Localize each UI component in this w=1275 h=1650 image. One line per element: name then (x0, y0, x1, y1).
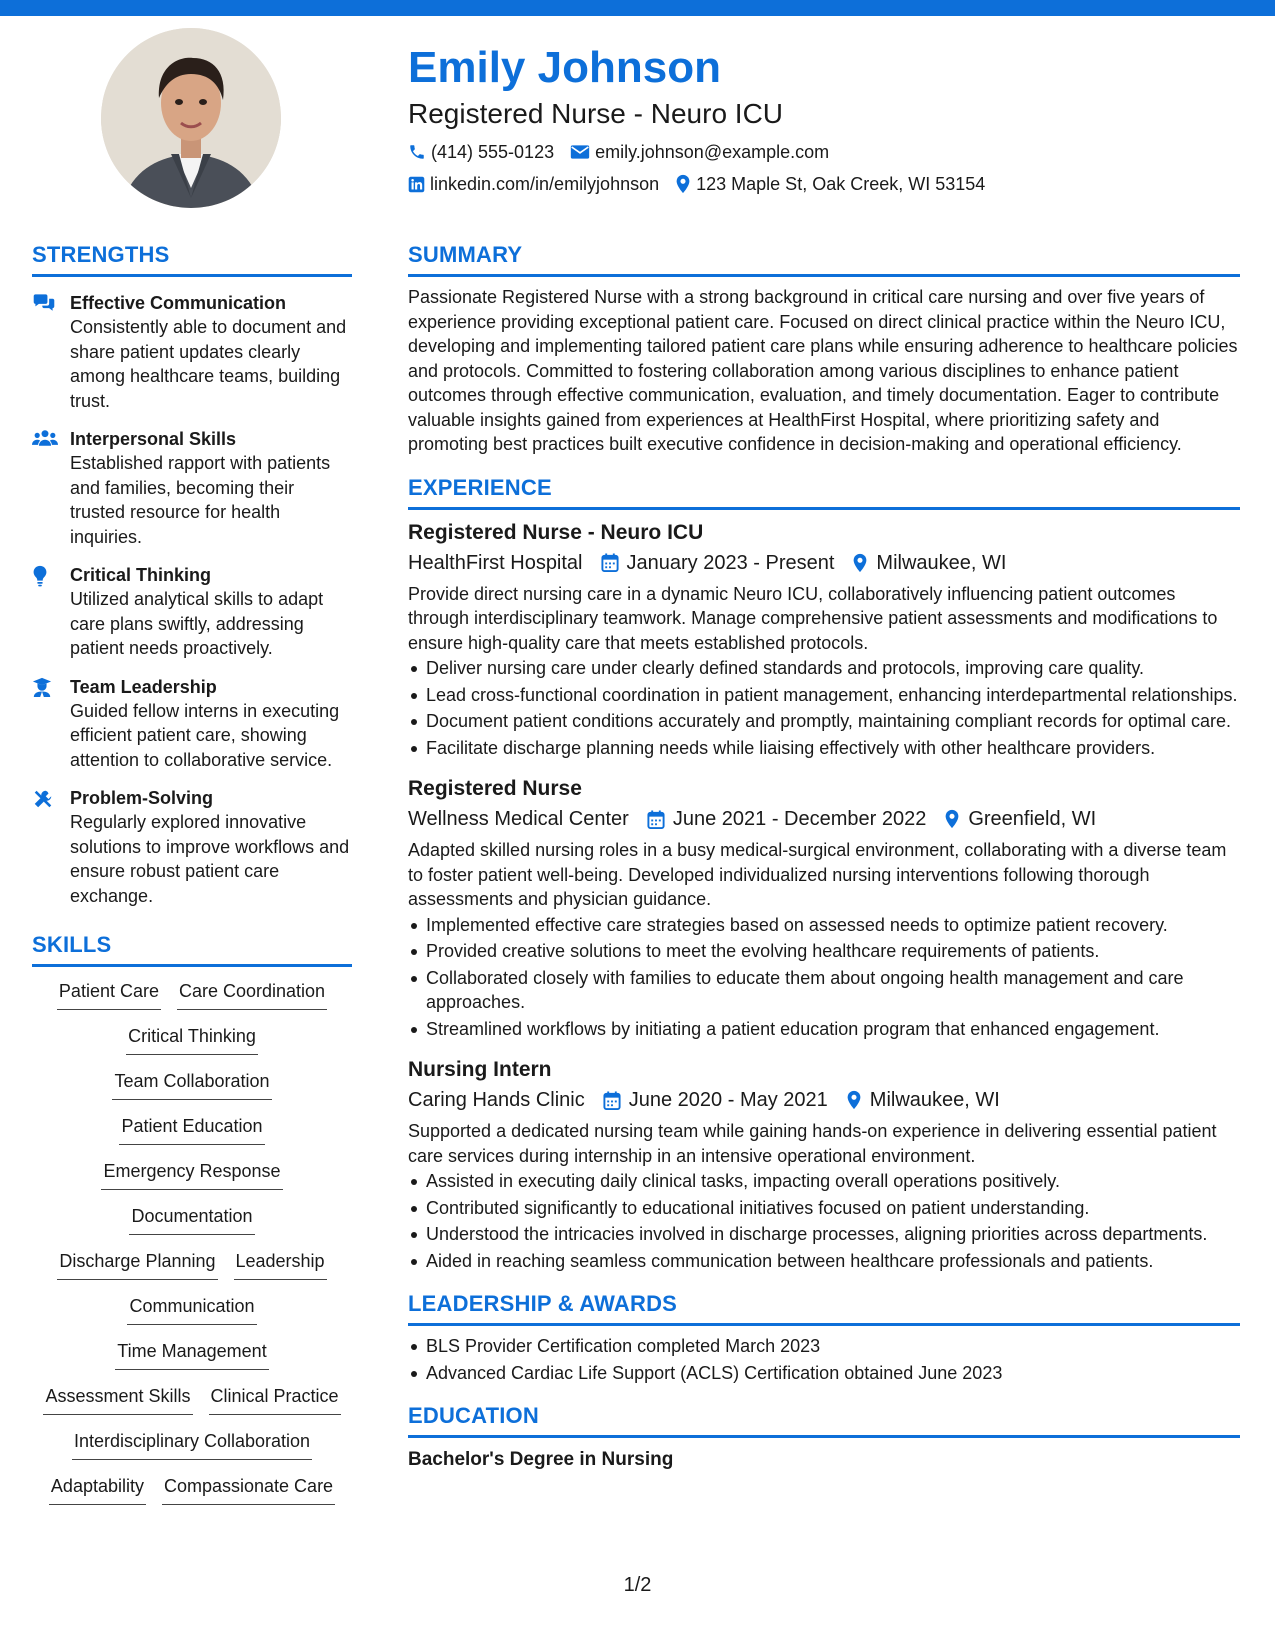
skill-row (93, 1157, 290, 1202)
skill-tag: Critical Thinking (126, 1022, 258, 1055)
section-divider (32, 964, 352, 967)
job-bullet: Aided in reaching seamless communication between healthcare professionals and patients. (408, 1249, 1240, 1274)
awards-list (408, 1334, 1240, 1385)
job-title: Nursing Intern (408, 1058, 552, 1081)
right-column (408, 240, 1240, 1474)
email-address[interactable]: emily.johnson@example.com (595, 141, 830, 162)
strength-title: Interpersonal Skills (70, 429, 237, 449)
summary-heading: SUMMARY (408, 242, 523, 267)
skill-tag: Clinical Practice (209, 1382, 341, 1415)
job-bullets (408, 656, 1240, 760)
strengths-section (32, 240, 352, 908)
candidate-name: Emily Johnson (408, 43, 721, 92)
skills-heading: SKILLS (32, 932, 112, 957)
linkedin-contact[interactable] (408, 174, 659, 195)
skill-tag: Patient Education (119, 1112, 264, 1145)
job-dates: January 2023 - Present (626, 551, 835, 574)
job-location-wrap (944, 804, 1096, 834)
top-accent-bar (0, 0, 1275, 16)
job-meta (408, 1085, 1240, 1115)
envelope-icon (570, 144, 590, 160)
graduate-icon (32, 677, 52, 697)
awards-heading: LEADERSHIP & AWARDS (408, 1291, 678, 1316)
skills-section (32, 930, 352, 1517)
job-entry (408, 1055, 1240, 1273)
section-divider (32, 274, 352, 277)
email-contact[interactable] (570, 142, 829, 163)
job-dates-wrap (601, 548, 835, 578)
education-degree: Bachelor's Degree in Nursing (408, 1449, 674, 1470)
skill-tag: Discharge Planning (57, 1247, 217, 1280)
strength-title: Effective Communication (70, 293, 287, 313)
skill-tag: Leadership (234, 1247, 327, 1280)
skill-tag: Team Collaboration (112, 1067, 271, 1100)
skill-row (49, 977, 335, 1022)
strength-item (32, 427, 352, 549)
job-bullet: Contributed significantly to educational initiatives focused on patient understanding. (408, 1196, 1240, 1221)
skill-tag: Documentation (129, 1202, 254, 1235)
contact-info (408, 136, 1238, 200)
job-bullet: Understood the intricacies involved in discharge processes, aligning priorities across departments. (408, 1222, 1240, 1247)
skill-tag: Time Management (115, 1337, 268, 1370)
comments-icon (32, 293, 56, 313)
strength-item (32, 786, 352, 908)
tools-icon (32, 788, 54, 810)
award-item: BLS Provider Certification completed March 2023 (408, 1334, 1240, 1359)
address-contact (675, 174, 985, 195)
job-dates-wrap (647, 804, 927, 834)
strength-title: Critical Thinking (70, 565, 212, 585)
experience-heading: EXPERIENCE (408, 474, 552, 500)
section-divider (408, 1435, 1240, 1438)
job-company: Caring Hands Clinic (408, 1089, 585, 1111)
profile-photo (101, 28, 281, 208)
awards-section (408, 1289, 1240, 1385)
award-item: Advanced Cardiac Life Support (ACLS) Certification obtained June 2023 (408, 1361, 1240, 1386)
education-heading: EDUCATION (408, 1403, 539, 1428)
job-dates-wrap (603, 1085, 828, 1115)
job-dates: June 2021 - December 2022 (672, 808, 927, 830)
section-divider (408, 1323, 1240, 1326)
summary-text: Passionate Registered Nurse with a strong background in critical care nursing and over five years of experience providing exceptional patient care. Focused on direct clinical practice within the Neuro ICU, developing and implementing tailored patient care plans while ensuring adherence to healthcare policies and protocols. Committed to fostering collaboration among various disciplines to enhance patient outcomes through effective communication, evaluation, and timely documentation. Eager to contribute valuable insights gained from experiences at HealthFirst Hospital, where prioritizing safety and promoting best practices built executive confidence in decision-making and operational efficiency. (408, 287, 1238, 454)
map-pin-icon (852, 553, 868, 573)
job-bullet: Lead cross-functional coordination in patient management, enhancing interdepartmental relationships. (408, 683, 1240, 708)
job-location-wrap (852, 548, 1006, 578)
skill-tag: Assessment Skills (43, 1382, 192, 1415)
skill-tag: Interdisciplinary Collaboration (72, 1427, 312, 1460)
phone-icon (408, 143, 426, 161)
job-description: Supported a dedicated nursing team while gaining hands-on experience in delivering essential patient care services during internship in an intensive operational environment. (408, 1121, 1217, 1166)
job-bullet: Streamlined workflows by initiating a patient education program that enhanced engagement. (408, 1017, 1240, 1042)
summary-section (408, 240, 1240, 457)
education-section (408, 1401, 1240, 1474)
linkedin-url[interactable]: linkedin.com/in/emilyjohnson (430, 173, 660, 194)
skill-tag: Adaptability (49, 1472, 146, 1505)
skill-tag: Care Coordination (177, 977, 327, 1010)
skill-row (111, 1112, 272, 1157)
calendar-icon (603, 1091, 621, 1110)
strength-title: Team Leadership (70, 676, 217, 697)
job-bullet: Provided creative solutions to meet the evolving healthcare requirements of patients. (408, 939, 1240, 964)
job-bullet: Implemented effective care strategies based on assessed needs to optimize patient recovery. (408, 913, 1240, 938)
skill-tag: Emergency Response (101, 1157, 282, 1190)
skill-row (107, 1337, 276, 1382)
skill-row (49, 1247, 334, 1292)
home-address: 123 Maple St, Oak Creek, WI 53154 (696, 173, 986, 194)
calendar-icon (647, 810, 665, 829)
strength-item (32, 675, 352, 773)
resume-header (408, 40, 1238, 200)
section-divider (408, 507, 1240, 510)
skill-row (35, 1382, 348, 1427)
skill-row (118, 1022, 266, 1067)
phone-contact (408, 142, 554, 163)
left-column (32, 240, 352, 1517)
job-bullets (408, 1169, 1240, 1273)
job-bullets (408, 913, 1240, 1042)
job-location: Milwaukee, WI (876, 551, 1007, 574)
strength-description: Established rapport with patients and families, becoming their trusted resource for health inquiries. (70, 453, 331, 547)
strength-description: Utilized analytical skills to adapt care plans swiftly, addressing patient needs proactively. (70, 589, 324, 658)
strength-title: Problem-Solving (70, 788, 214, 808)
skill-tag: Patient Care (57, 977, 161, 1010)
job-description: Adapted skilled nursing roles in a busy medical-surgical environment, collaborating with a diverse team to foster patient well-being. Developed individualized nursing interventions following thorough assessments and physician guidance. (408, 840, 1227, 909)
job-entry (408, 518, 1240, 761)
strength-description: Guided fellow interns in executing efficient patient care, showing attention to collaborative service. (70, 700, 340, 770)
strength-item (32, 563, 352, 661)
job-bullet: Assisted in executing daily clinical tasks, impacting overall operations positively. (408, 1169, 1240, 1194)
job-entry (408, 774, 1240, 1041)
strength-description: Consistently able to document and share patient updates clearly among healthcare teams, building trust. (70, 317, 347, 411)
portrait-image (101, 28, 281, 208)
job-meta (408, 804, 1240, 834)
page-number: 1/2 (623, 1574, 652, 1596)
job-location: Milwaukee, WI (869, 1089, 1000, 1111)
job-bullet: Collaborated closely with families to educate them about ongoing health management and care approaches. (408, 966, 1240, 1015)
calendar-icon (601, 553, 619, 572)
job-title: Registered Nurse - Neuro ICU (408, 520, 704, 544)
job-meta (408, 548, 1240, 578)
map-pin-icon (675, 174, 691, 194)
linkedin-icon (408, 176, 425, 193)
job-bullet: Document patient conditions accurately and promptly, maintaining compliant records for optimal care. (408, 709, 1240, 734)
job-company: HealthFirst Hospital (408, 551, 583, 574)
skill-tag: Compassionate Care (162, 1472, 335, 1505)
strengths-heading: STRENGTHS (32, 242, 170, 267)
strength-description: Regularly explored innovative solutions to improve workflows and ensure robust patient care exchange. (70, 812, 350, 906)
map-pin-icon (944, 809, 960, 829)
skill-tag: Communication (127, 1292, 256, 1325)
lightbulb-icon (32, 565, 48, 587)
candidate-title: Registered Nurse - Neuro ICU (408, 98, 784, 129)
skill-row (41, 1472, 343, 1517)
strength-item (32, 291, 352, 413)
skill-row (64, 1427, 320, 1472)
skill-row (119, 1292, 264, 1337)
section-divider (408, 274, 1240, 277)
skills-list (32, 977, 352, 1517)
job-bullet: Facilitate discharge planning needs while liaising effectively with other healthcare providers. (408, 736, 1240, 761)
job-location: Greenfield, WI (968, 808, 1097, 830)
job-location-wrap (846, 1085, 1000, 1115)
job-dates: June 2020 - May 2021 (628, 1089, 828, 1111)
job-bullet: Deliver nursing care under clearly defined standards and protocols, improving care quality. (408, 656, 1240, 681)
job-description: Provide direct nursing care in a dynamic Neuro ICU, collaboratively influencing patient outcomes through interdisciplinary teamwork. Manage comprehensive patient assessments and modifications to ensure high-quality care that meets established protocols. (408, 583, 1218, 653)
experience-section (408, 473, 1240, 1274)
map-pin-icon (846, 1090, 862, 1110)
users-icon (32, 429, 58, 447)
skill-row (121, 1202, 262, 1247)
job-title: Registered Nurse (408, 777, 582, 800)
job-company: Wellness Medical Center (408, 808, 629, 830)
skill-row (104, 1067, 279, 1112)
phone-number: (414) 555-0123 (431, 141, 555, 162)
